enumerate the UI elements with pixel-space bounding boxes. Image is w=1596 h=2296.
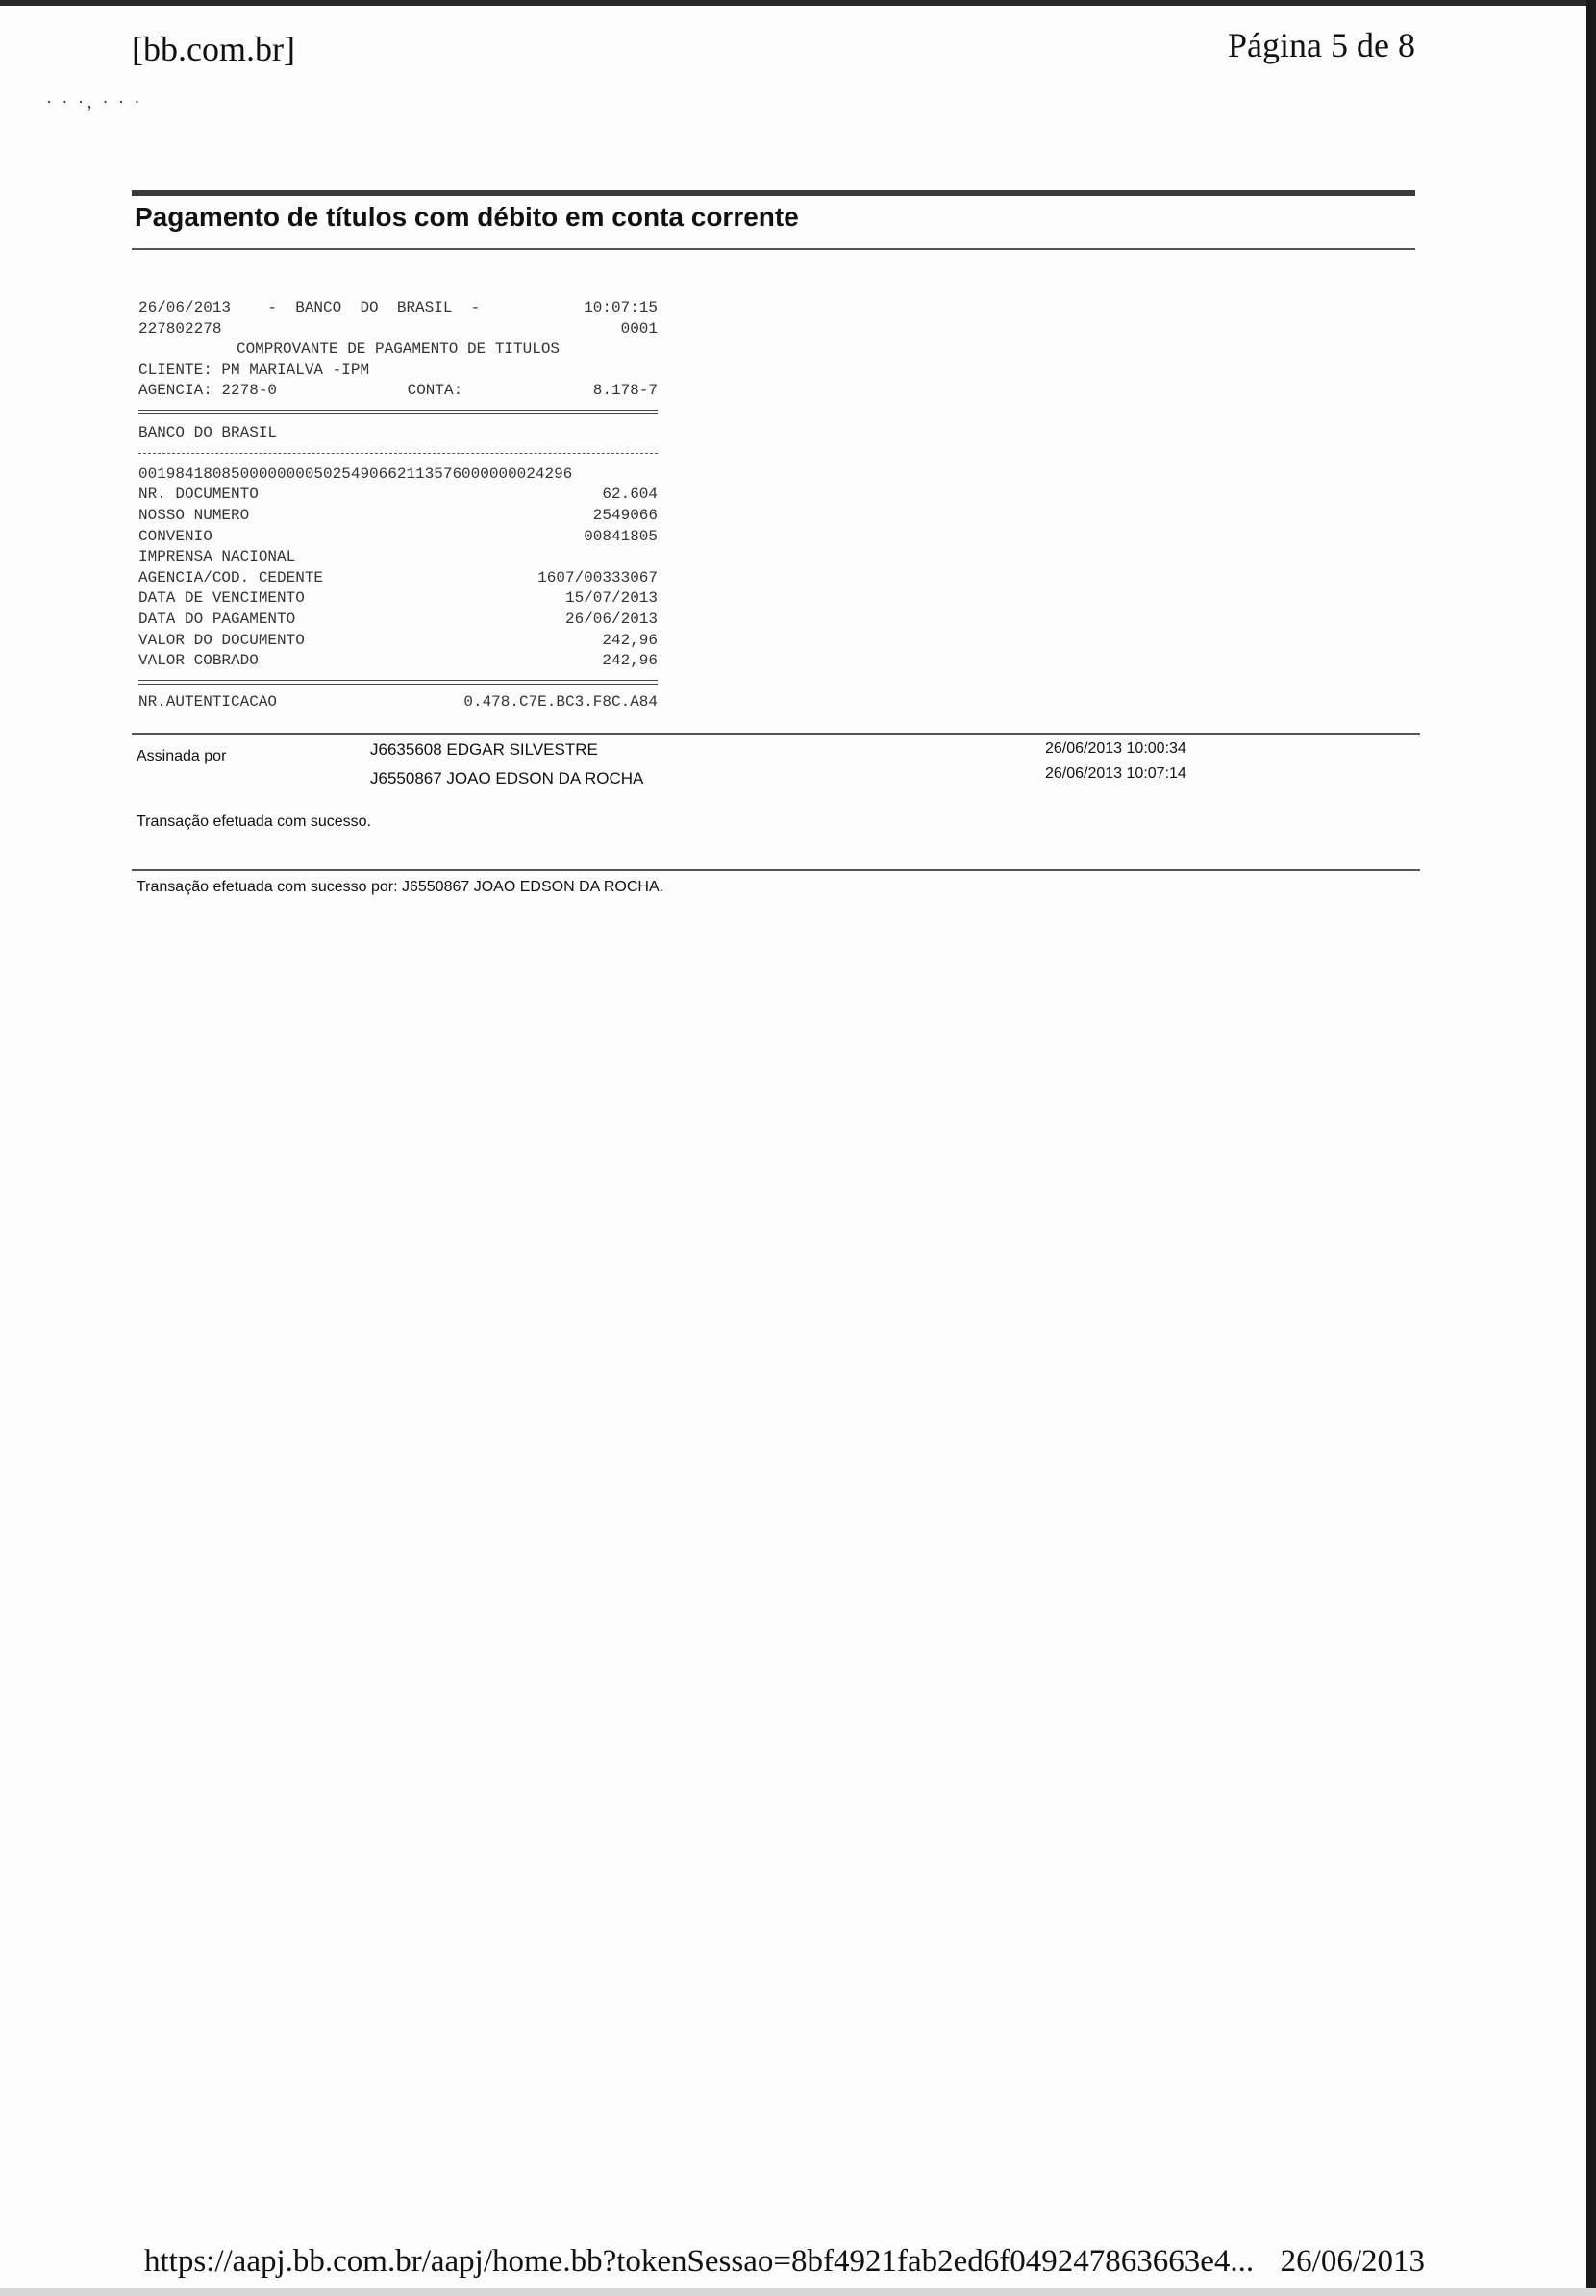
title-bar (132, 190, 1415, 196)
receipt-field-row (138, 527, 658, 548)
receipt-field-row (138, 631, 658, 652)
receipt-auth-label: NR.AUTENTICACAO (138, 693, 278, 711)
receipt-field-label: VALOR COBRADO (138, 652, 259, 670)
receipt-id: 227802278 (138, 319, 222, 337)
receipt-heading-row (138, 339, 658, 361)
receipt-barcode: 00198418085000000005025490662113576000000024296 (138, 464, 573, 483)
receipt-field-value: 15/07/2013 (564, 589, 658, 608)
receipt-field-value: 62.604 (602, 486, 658, 504)
footer-date: 26/06/2013 (1280, 2244, 1425, 2279)
receipt-agency: AGENCIA: 2278-0 (138, 382, 278, 400)
scan-edge-right (1586, 0, 1596, 2296)
receipt-field-row (138, 547, 658, 568)
receipt-field-row (138, 485, 658, 506)
receipt-double-rule (138, 402, 658, 423)
signer-name: J6635608 EDGAR SILVESTRE (370, 740, 598, 759)
receipt-client-row (138, 361, 658, 382)
receipt-heading: COMPROVANTE DE PAGAMENTO DE TITULOS (236, 340, 561, 359)
receipt-field-row (138, 568, 658, 589)
receipt-account-row (138, 381, 658, 402)
page-header-site: [bb.com.br] (132, 30, 295, 68)
receipt-field-label: NR. DOCUMENTO (138, 486, 259, 504)
signature-timestamp: 26/06/2013 10:07:14 (1045, 765, 1186, 782)
receipt-line-date (138, 298, 658, 319)
receipt-field-row (138, 651, 658, 672)
receipt-dashed-rule (138, 443, 658, 464)
footer-url: https://aapj.bb.com.br/aapj/home.bb?tokenSessao=8bf4921fab2ed6f049247863663e4... (144, 2244, 1255, 2279)
receipt-terminal: 0001 (620, 319, 658, 337)
receipt-barcode-row (138, 464, 658, 486)
receipt-field-value: 242,96 (602, 631, 658, 649)
title-divider (132, 248, 1415, 250)
receipt-field-value: 00841805 (584, 527, 658, 545)
page-title: Pagamento de títulos com débito em conta corrente (135, 202, 799, 232)
receipt-bank: BANCO DO BRASIL (138, 423, 278, 441)
receipt-bank-row (138, 423, 658, 444)
receipt-account-label: CONTA: (407, 382, 463, 400)
receipt-field-value: 242,96 (602, 652, 658, 670)
receipt-field-label: NOSSO NUMERO (138, 506, 250, 524)
receipt-auth-code: 0.478.C7E.BC3.F8C.A84 (463, 693, 658, 711)
receipt-field-label: IMPRENSA NACIONAL (138, 548, 296, 566)
signed-by-label: Assinada por (137, 748, 227, 764)
receipt-field-label: DATA DE VENCIMENTO (138, 589, 305, 608)
receipt-field-row (138, 610, 658, 631)
status-divider (132, 869, 1420, 871)
scan-edge-bottom (0, 2288, 1596, 2296)
receipt-field-label: VALOR DO DOCUMENTO (138, 631, 305, 649)
scan-specks: · · ·‚ · · · (46, 92, 143, 112)
receipt-field-label: CONVENIO (138, 527, 212, 545)
receipt-line-ids (138, 319, 658, 340)
page-number: Página 5 de 8 (1228, 26, 1415, 64)
receipt-double-rule-bottom (138, 672, 658, 693)
receipt-date-bank: 26/06/2013 - BANCO DO BRASIL - (138, 299, 481, 316)
receipt-auth-row (138, 692, 658, 713)
receipt-field-label: DATA DO PAGAMENTO (138, 610, 296, 628)
payment-receipt (138, 298, 658, 713)
scan-edge-top (0, 0, 1596, 6)
receipt-field-value: 1607/00333067 (537, 568, 658, 586)
receipt-field-row (138, 506, 658, 527)
receipt-account-number: 8.178-7 (592, 382, 658, 400)
signature-timestamp: 26/06/2013 10:00:34 (1045, 740, 1186, 757)
transaction-status: Transação efetuada com sucesso. (137, 813, 371, 830)
receipt-time: 10:07:15 (584, 299, 658, 316)
receipt-field-value: 2549066 (592, 506, 658, 524)
receipt-field-label: AGENCIA/COD. CEDENTE (138, 568, 324, 586)
signer-name: J6550867 JOAO EDSON DA ROCHA (370, 769, 644, 787)
transaction-status-by: Transação efetuada com sucesso por: J6550867 JOAO EDSON DA ROCHA. (137, 879, 664, 895)
signatures-divider (132, 733, 1420, 735)
receipt-field-value: 26/06/2013 (564, 610, 658, 628)
receipt-client: CLIENTE: PM MARIALVA -IPM (138, 361, 370, 379)
receipt-field-row (138, 588, 658, 610)
